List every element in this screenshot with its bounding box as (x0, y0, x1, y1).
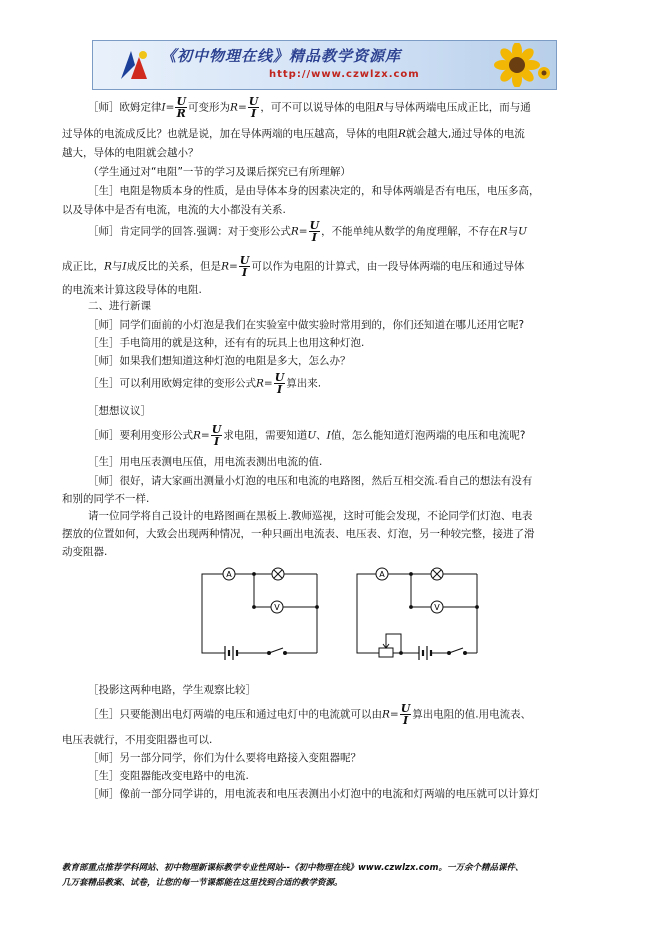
lamp-icon (431, 568, 443, 580)
site-title: 《初中物理在线》精品教学资源库 (161, 47, 402, 65)
text-line-27: ［生］变阻器能改变电路中的电流. (88, 770, 249, 782)
text-line-2: 过导体的电流成反比？也就是说，加在导体两端的电压越高，导体的电阻R就会越大,通过导体的电流 (62, 128, 525, 140)
text-line-9: 的电流来计算这段导体的电阻. (62, 284, 202, 296)
text-line-22: 动变阻器. (62, 546, 108, 558)
svg-text:A: A (379, 570, 385, 579)
text-line-21: 摆放的位置如何，大致会出现两种情况，一种只画出电流表、电压表、灯泡，另一种较完整，接进了滑 (62, 528, 535, 540)
text-line-6: 以及导体中是否有电流，电流的大小都没有关系. (62, 204, 286, 216)
text-line-16: ［师］要利用变形公式R= $\frac{U}{I}$ 求电阻，需要知道U、I值，怎么能知道灯泡两端的电压和电流呢? (88, 423, 526, 448)
site-logo-icon (117, 47, 153, 83)
text-line-8: 成正比，R与I成反比的关系，但是R= $\frac{U}{I}$ 可以作为电阻的计算式，由一段导体两端的电压和通过导体 (62, 254, 525, 279)
text-line-5: ［生］电阻是物质本身的性质，是由导体本身的因素决定的，和导体两端是否有电压，电压多高， (88, 185, 540, 197)
text-line-13: ［师］如果我们想知道这种灯泡的电阻是多大，怎么办？ (88, 355, 351, 367)
text-line-23: ［投影这两种电路，学生观察比较］ (88, 684, 256, 696)
text-line-19: 和别的同学不一样. (62, 493, 150, 505)
section-heading: 二、进行新课 (88, 300, 151, 312)
circuit-diagram-simple (202, 573, 318, 660)
text-line-20: 请一位同学将自己设计的电路图画在黑板上.教师巡视，这时可能会发现，不论同学们灯泡、电表 (88, 510, 533, 522)
text-line-18: ［师］很好，请大家画出测量小灯泡的电压和电流的电路图，然后互相交流.看自己的想法有没有 (88, 475, 533, 487)
text-line-15: ［想想议议］ (88, 405, 151, 417)
text-line-1: ［师］欧姆定律I= $\frac{U}{R}$ 可变形为R= $\frac{U}{I}$ ，可不可以说导体的电阻R与导体两端电压成正比，而与通 (88, 95, 531, 120)
site-url[interactable]: http://www.czwlzx.com (269, 69, 420, 80)
text-line-12: ［生］手电筒用的就是这种，还有有的玩具上也用这种灯泡. (88, 337, 365, 349)
svg-text:A: A (226, 570, 232, 579)
text-line-11: ［师］同学们面前的小灯泡是我们在实验室中做实验时常用到的，你们还知道在哪儿还用它呢? (88, 319, 525, 331)
svg-text:V: V (434, 603, 440, 612)
text-line-28: ［师］像前一部分同学讲的，用电流表和电压表测出小灯泡中的电流和灯两端的电压就可以计算灯 (88, 788, 540, 800)
sunflower-icon (482, 43, 552, 87)
text-line-4: （学生通过对“电阻”一节的学习及课后探究已有所理解） (88, 166, 351, 178)
ammeter-icon (223, 568, 235, 580)
voltmeter-icon (271, 601, 283, 613)
text-line-25: 电压表就行，不用变阻器也可以. (62, 734, 213, 746)
svg-text:V: V (274, 603, 280, 612)
circuit-diagram-with-rheostat (357, 573, 478, 660)
header-banner (92, 40, 557, 90)
text-line-7: ［师］肯定同学的回答.强调：对于变形公式R= $\frac{U}{I}$ ，不能单纯从数学的角度理解，不存在R与U (88, 219, 527, 244)
circuit-diagrams (197, 562, 497, 666)
text-line-14: ［生］可以利用欧姆定律的变形公式R= $\frac{U}{I}$ 算出来. (88, 371, 322, 396)
text-line-24: ［生］只要能测出电灯两端的电压和通过电灯中的电流就可以由R= $\frac{U}{I}$ 算出电阻的值.用电流表、 (88, 702, 532, 727)
ammeter-icon (376, 568, 388, 580)
page-footer (62, 861, 622, 891)
footer-line-2: 几万套精品教案、试卷，让您的每一节课都能在这里找到合适的教学资源。 (62, 878, 343, 888)
lamp-icon (272, 568, 284, 580)
text-line-26: ［师］另一部分同学，你们为什么要将电路接入变阻器呢？ (88, 752, 361, 764)
text-line-17: ［生］用电压表测电压值，用电流表测出电流的值. (88, 456, 323, 468)
text-line-3: 越大，导体的电阻就会越小？ (62, 147, 199, 159)
footer-line-1: 教育部重点推荐学科网站、初中物理新课标教学专业性网站--《初中物理在线》www.czwlzx.com。一万余个精品课件、 (62, 863, 524, 873)
voltmeter-icon (431, 601, 443, 613)
